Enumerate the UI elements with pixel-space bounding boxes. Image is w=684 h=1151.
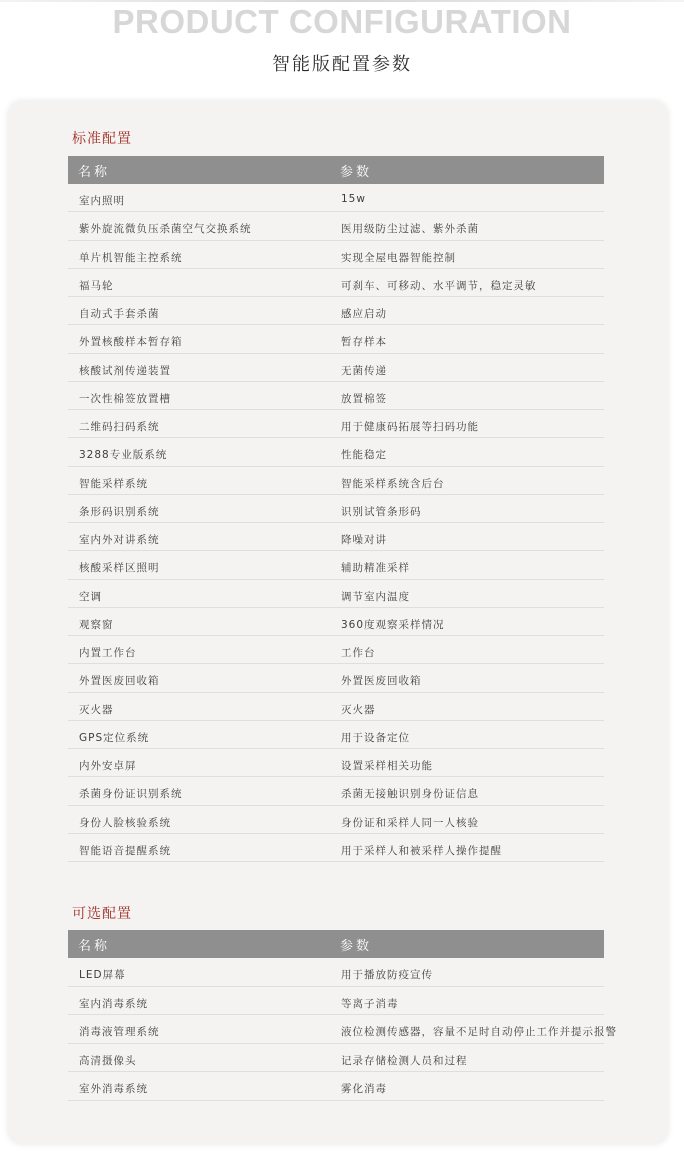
- table-row: [68, 297, 604, 325]
- table-row: [68, 551, 604, 579]
- table-row: [68, 958, 604, 987]
- row-param-cell: 用于设备定位: [341, 731, 410, 744]
- row-name-cell: 杀菌身份证识别系统: [79, 788, 183, 801]
- page-subtitle: 智能版配置参数: [272, 54, 412, 75]
- table-row: [68, 438, 604, 466]
- table-header: [68, 930, 604, 958]
- row-param-cell: 15w: [341, 193, 366, 205]
- column-header-name: 名称: [78, 939, 111, 954]
- row-name-cell: 3288专业版系统: [79, 449, 168, 462]
- row-name-cell: 内外安卓屏: [79, 760, 137, 772]
- row-name-cell: GPS定位系统: [79, 731, 150, 744]
- row-param-cell: 无菌传递: [341, 364, 387, 377]
- row-param-cell: 可刹车、可移动、水平调节，稳定灵敏: [341, 279, 537, 292]
- table-row: [68, 495, 604, 523]
- row-param-cell: 辅助精准采样: [341, 562, 410, 575]
- row-name-cell: 核酸采样区照明: [79, 562, 160, 575]
- column-header-name: 名称: [78, 165, 111, 180]
- table-row: [68, 212, 604, 240]
- row-param-cell: 设置采样相关功能: [341, 760, 433, 772]
- standard-config-table: [68, 156, 604, 862]
- table-row: [68, 467, 604, 495]
- column-header-param: 参数: [340, 939, 373, 954]
- row-param-cell: 外置医废回收箱: [341, 675, 422, 688]
- row-name-cell: 室内外对讲系统: [79, 534, 160, 546]
- table-row: [68, 325, 604, 353]
- row-param-cell: 用于健康码拓展等扫码功能: [341, 421, 479, 433]
- row-name-cell: 二维码扫码系统: [79, 421, 160, 433]
- table-row: [68, 749, 604, 777]
- row-param-cell: 360度观察采样情况: [341, 618, 445, 631]
- row-name-cell: 身份人脸核验系统: [79, 816, 171, 829]
- table-row: [68, 184, 604, 212]
- table-row: [68, 636, 604, 664]
- row-param-cell: 暂存样本: [341, 336, 387, 349]
- row-param-cell: 液位检测传感器，容量不足时自动停止工作并提示报警: [341, 1026, 617, 1039]
- standard-config-title: 标准配置: [72, 131, 132, 147]
- hero-watermark-title: PRODUCT CONFIGURATION: [112, 3, 572, 40]
- row-name-cell: 一次性棉签放置槽: [79, 392, 171, 405]
- row-name-cell: 单片机智能主控系统: [79, 251, 183, 264]
- table-row: [68, 410, 604, 438]
- row-name-cell: 观察窗: [79, 618, 114, 631]
- row-param-cell: 记录存储检测人员和过程: [341, 1054, 468, 1067]
- row-param-cell: 医用级防尘过滤、紫外杀菌: [341, 223, 479, 236]
- row-name-cell: 条形码识别系统: [79, 505, 160, 518]
- row-param-cell: 灭火器: [341, 703, 376, 716]
- row-name-cell: 灭火器: [79, 703, 114, 716]
- table-row: [68, 1015, 617, 1044]
- table-header: [68, 156, 604, 184]
- row-name-cell: 室外消毒系统: [79, 1083, 148, 1096]
- optional-config-title: 可选配置: [72, 906, 132, 922]
- table-row: [68, 354, 604, 382]
- row-name-cell: 外置医废回收箱: [79, 675, 160, 688]
- row-name-cell: 室内照明: [79, 195, 125, 207]
- table-row: [68, 664, 604, 692]
- row-param-cell: 杀菌无接触识别身份证信息: [341, 788, 479, 801]
- table-row: [68, 693, 604, 721]
- row-param-cell: 性能稳定: [341, 449, 387, 462]
- row-name-cell: LED屏幕: [79, 969, 126, 981]
- row-param-cell: 用于采样人和被采样人操作提醒: [341, 844, 502, 857]
- row-param-cell: 降噪对讲: [341, 534, 387, 546]
- table-row: [68, 987, 604, 1016]
- row-name-cell: 自动式手套杀菌: [79, 308, 160, 320]
- row-param-cell: 工作台: [341, 647, 376, 659]
- row-param-cell: 智能采样系统含后台: [341, 477, 445, 490]
- row-name-cell: 内置工作台: [79, 647, 137, 659]
- table-row: [68, 269, 604, 297]
- table-row: [68, 1044, 604, 1073]
- row-param-cell: 用于播放防疫宣传: [341, 969, 433, 981]
- row-name-cell: 紫外旋流微负压杀菌空气交换系统: [79, 223, 252, 236]
- row-param-cell: 实现全屋电器智能控制: [341, 251, 456, 264]
- row-param-cell: 感应启动: [341, 308, 387, 320]
- row-name-cell: 空调: [79, 590, 102, 603]
- row-param-cell: 等离子消毒: [341, 997, 399, 1010]
- row-param-cell: 身份证和采样人同一人核验: [341, 816, 479, 829]
- row-name-cell: 福马轮: [79, 279, 114, 292]
- row-name-cell: 外置核酸样本暂存箱: [79, 336, 183, 349]
- table-body: [68, 184, 604, 862]
- table-row: [68, 523, 604, 551]
- row-param-cell: 雾化消毒: [341, 1083, 387, 1096]
- table-row: [68, 777, 604, 805]
- table-body: [68, 958, 617, 1101]
- table-row: [68, 580, 604, 608]
- row-name-cell: 消毒液管理系统: [79, 1026, 160, 1039]
- row-name-cell: 核酸试剂传递装置: [79, 364, 171, 377]
- row-name-cell: 室内消毒系统: [79, 997, 148, 1010]
- table-row: [68, 834, 604, 862]
- row-param-cell: 放置棉签: [341, 392, 387, 405]
- row-name-cell: 智能采样系统: [79, 477, 148, 490]
- table-row: [68, 382, 604, 410]
- row-name-cell: 智能语音提醒系统: [79, 844, 171, 857]
- table-row: [68, 1072, 604, 1101]
- row-param-cell: 调节室内温度: [341, 590, 410, 603]
- table-row: [68, 806, 604, 834]
- table-row: [68, 721, 604, 749]
- optional-config-table: [68, 930, 617, 1101]
- row-name-cell: 高清摄像头: [79, 1054, 137, 1067]
- column-header-param: 参数: [340, 165, 373, 180]
- table-row: [68, 241, 604, 269]
- table-row: [68, 608, 604, 636]
- row-param-cell: 识别试管条形码: [341, 505, 422, 518]
